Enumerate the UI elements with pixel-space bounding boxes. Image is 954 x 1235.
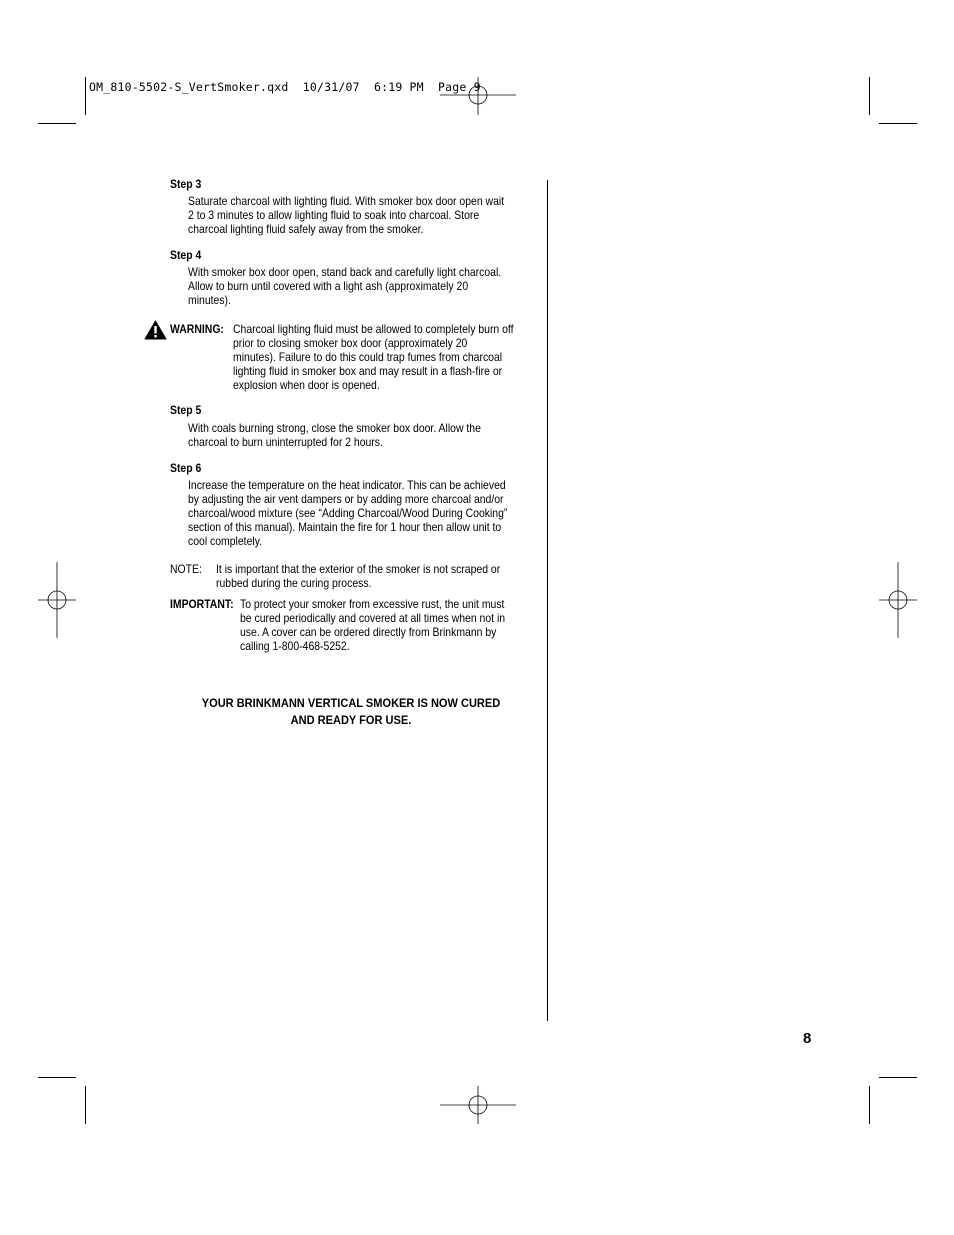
- note-label: NOTE:: [170, 563, 202, 576]
- file-slug: OM_810-5502-S_VertSmoker.qxd 10/31/07 6:19 PM Page 9: [89, 80, 481, 94]
- important-label: IMPORTANT:: [170, 598, 234, 611]
- registration-mark-right-icon: [879, 562, 917, 638]
- crop-mark: [869, 77, 870, 115]
- registration-mark-bottom-icon: [440, 1086, 516, 1124]
- warning-triangle-icon: [144, 320, 167, 340]
- step-3-heading: Step 3: [170, 178, 202, 191]
- page-number: 8: [803, 1030, 812, 1047]
- final-message: YOUR BRINKMANN VERTICAL SMOKER IS NOW CURED AND READY FOR USE.: [201, 696, 501, 727]
- crop-mark: [38, 1077, 76, 1078]
- crop-mark: [85, 77, 86, 115]
- registration-mark-left-icon: [38, 562, 76, 638]
- step-3-text: Saturate charcoal with lighting fluid. With smoker box door open wait 2 to 3 minutes to allow lighting fluid to soak into charcoal. Store charcoal lighting fluid safely away from the smoker.: [188, 195, 505, 237]
- warning-text: Charcoal lighting fluid must be allowed to completely burn off prior to closing smoker box door (approximately 20 minutes). Failure to do this could trap fumes from charcoal lighting fluid in smoker box and may result in a flash-fire or explosion when door is opened.: [233, 323, 514, 393]
- crop-mark: [869, 1086, 870, 1124]
- step-5-heading: Step 5: [170, 404, 202, 417]
- warning-label: WARNING:: [170, 323, 224, 336]
- step-4-heading: Step 4: [170, 249, 202, 262]
- crop-mark: [85, 1086, 86, 1124]
- important-text: To protect your smoker from excessive rust, the unit must be cured periodically and covered at all times when not in use. A cover can be ordered directly from Brinkmann by calling 1-800-468-5252.: [240, 598, 506, 654]
- crop-mark: [879, 123, 917, 124]
- crop-mark: [879, 1077, 917, 1078]
- step-6-heading: Step 6: [170, 462, 202, 475]
- note-text: It is important that the exterior of the smoker is not scraped or rubbed during the curing process.: [216, 563, 501, 591]
- step-4-text: With smoker box door open, stand back and carefully light charcoal. Allow to burn until covered with a light ash (approximately 20 minutes).: [188, 266, 502, 308]
- step-6-text: Increase the temperature on the heat indicator. This can be achieved by adjusting the air vent dampers or by adding more charcoal and/or charcoal/wood mixture (see “Adding Charcoal/Wood During Cooking” section of this manual). Maintain the fire for 1 hour then allow unit to cool completely.: [188, 479, 508, 549]
- step-5-text: With coals burning strong, close the smoker box door. Allow the charcoal to burn uninterrupted for 2 hours.: [188, 422, 481, 450]
- crop-mark: [38, 123, 76, 124]
